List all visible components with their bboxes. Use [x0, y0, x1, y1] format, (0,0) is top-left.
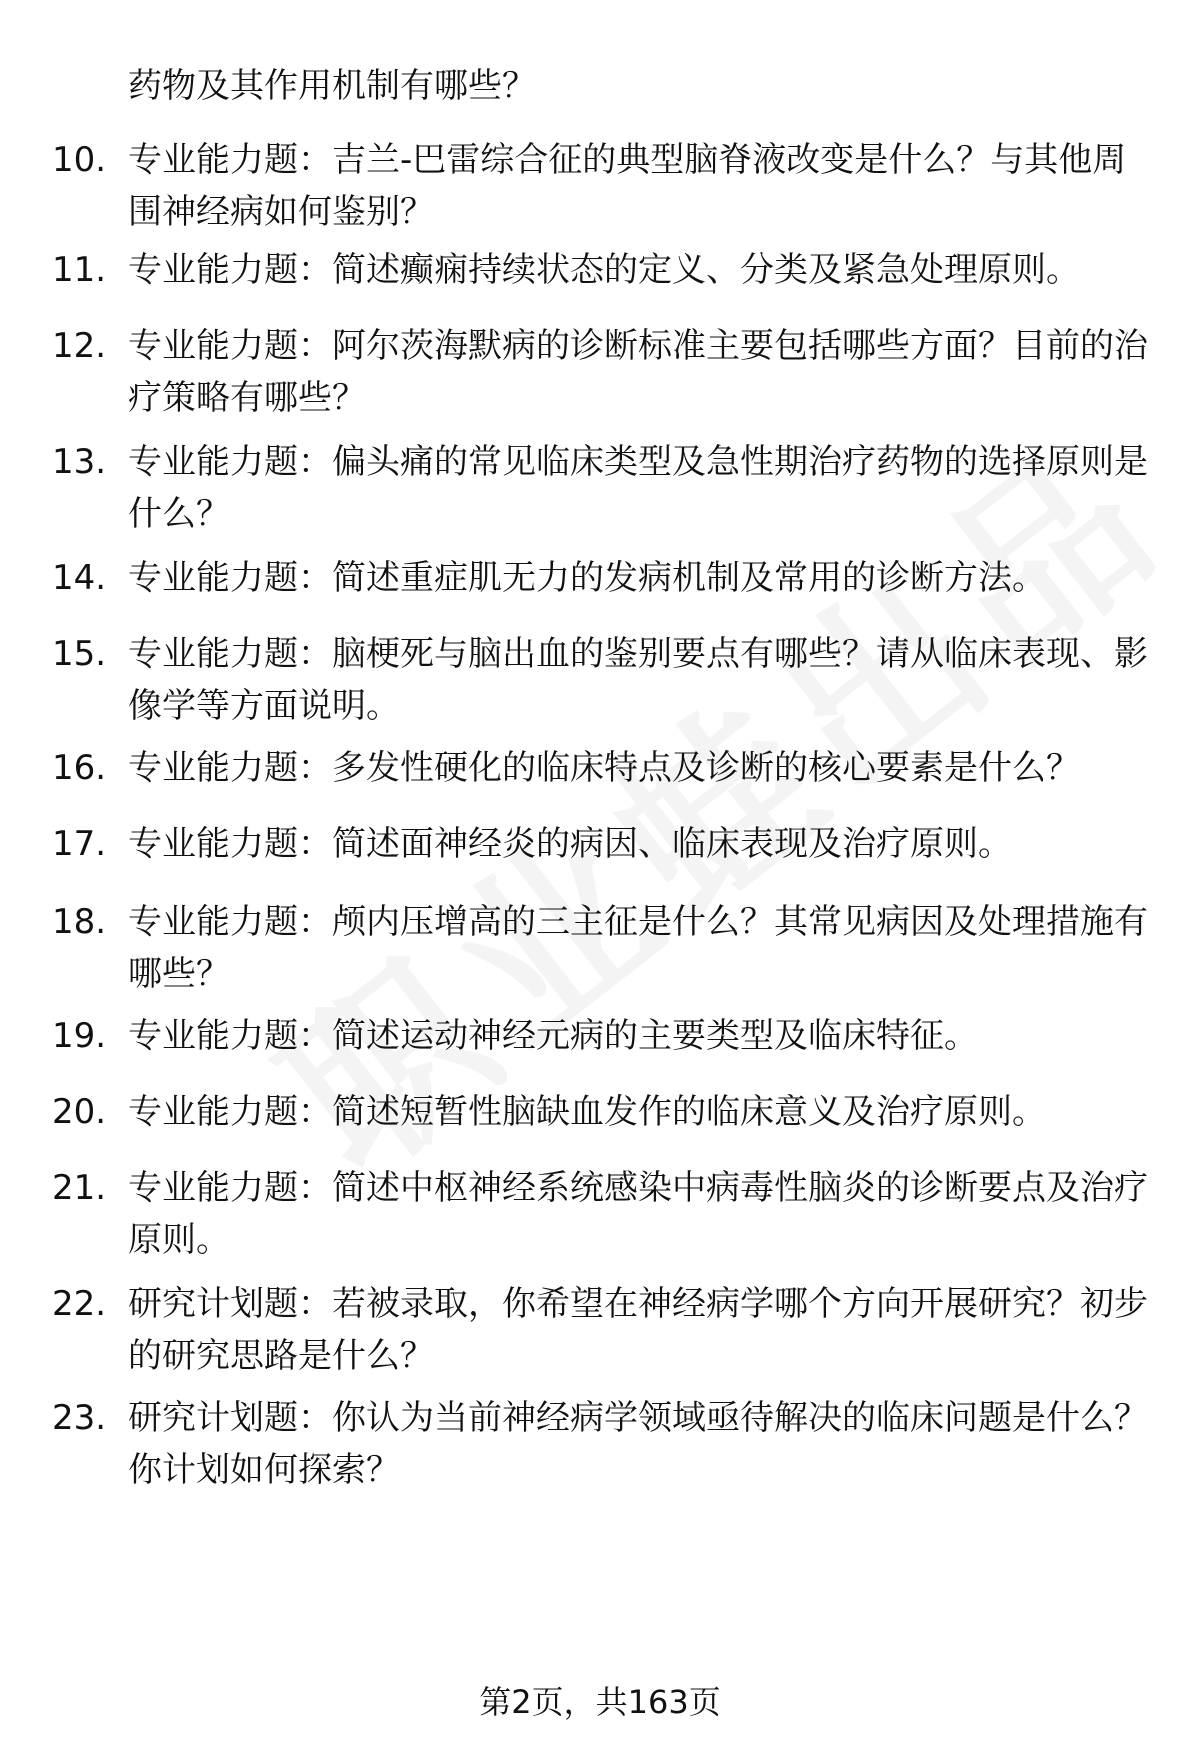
question-text: 研究计划题：若被录取，你希望在神经病学哪个方向开展研究？初步的研究思路是什么？	[128, 1284, 1148, 1376]
question-number: 21.	[52, 1168, 107, 1208]
question-number: 20.	[52, 1092, 107, 1132]
question-number: 19.	[52, 1016, 107, 1056]
question-text: 专业能力题：简述运动神经元病的主要类型及临床特征。	[128, 1016, 978, 1056]
question-number: 23.	[52, 1398, 107, 1438]
question-number: 22.	[52, 1284, 107, 1324]
question-number: 16.	[52, 748, 107, 788]
question-text: 专业能力题：吉兰-巴雷综合征的典型脑脊液改变是什么？与其他周围神经病如何鉴别？	[128, 140, 1127, 232]
question-text: 专业能力题：脑梗死与脑出血的鉴别要点有哪些？请从临床表现、影像学等方面说明。	[128, 634, 1148, 726]
question-text: 专业能力题：颅内压增高的三主征是什么？其常见病因及处理措施有哪些？	[128, 902, 1148, 994]
question-number: 18.	[52, 902, 107, 942]
question-text: 专业能力题：偏头痛的常见临床类型及急性期治疗药物的选择原则是什么？	[128, 442, 1148, 534]
question-number: 14.	[52, 558, 107, 598]
question-number: 13.	[52, 442, 107, 482]
question-number: 11.	[52, 250, 107, 290]
question-text: 专业能力题：简述面神经炎的病因、临床表现及治疗原则。	[128, 824, 1012, 864]
question-text: 专业能力题：简述中枢神经系统感染中病毒性脑炎的诊断要点及治疗原则。	[128, 1168, 1148, 1260]
question-number: 15.	[52, 634, 107, 674]
question-text: 专业能力题：简述癫痫持续状态的定义、分类及紧急处理原则。	[128, 250, 1080, 290]
question-number: 17.	[52, 824, 107, 864]
question-text: 专业能力题：简述短暂性脑缺血发作的临床意义及治疗原则。	[128, 1092, 1046, 1132]
page-footer: 第2页，共163页	[479, 1683, 721, 1721]
question-text: 专业能力题：简述重症肌无力的发病机制及常用的诊断方法。	[128, 558, 1046, 598]
continuation-text: 药物及其作用机制有哪些？	[128, 66, 536, 106]
question-text: 专业能力题：阿尔茨海默病的诊断标准主要包括哪些方面？目前的治疗策略有哪些？	[128, 326, 1148, 418]
question-text: 研究计划题：你认为当前神经病学领域亟待解决的临床问题是什么？你计划如何探索？	[128, 1398, 1148, 1490]
question-text: 专业能力题：多发性硬化的临床特点及诊断的核心要素是什么？	[128, 748, 1080, 788]
question-number: 10.	[52, 140, 107, 180]
question-number: 12.	[52, 326, 107, 366]
